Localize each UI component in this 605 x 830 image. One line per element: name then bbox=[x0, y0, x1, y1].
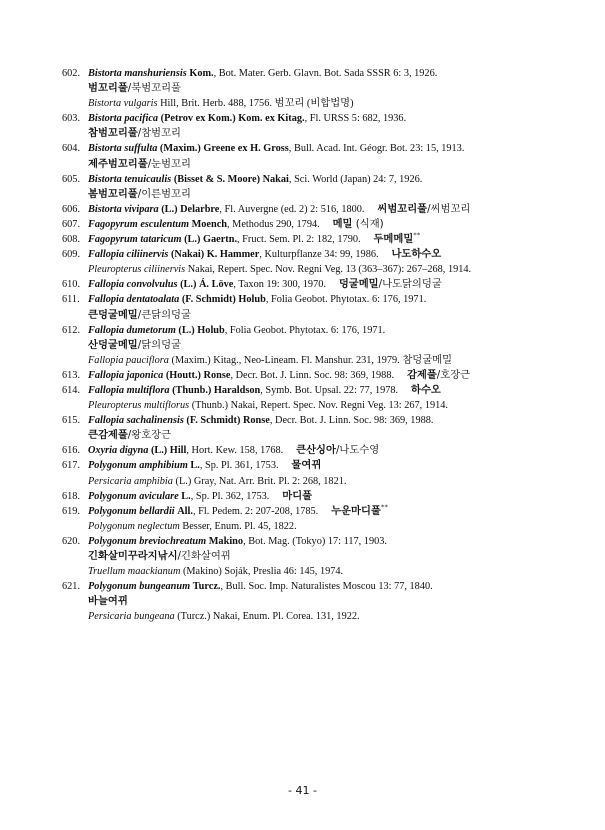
korean-alt-name: /큰닭의덩굴 bbox=[137, 308, 191, 321]
reference: , Fruct. Sem. Pl. 2: 182, 1790. bbox=[237, 234, 361, 246]
species-entry bbox=[62, 232, 562, 247]
entry-number: 602. bbox=[62, 68, 81, 79]
reference: , Sp. Pl. 361, 1753. bbox=[199, 460, 279, 472]
synonym-name: Persicaria bungeana bbox=[88, 611, 175, 623]
author: (L.) Hill bbox=[150, 445, 187, 457]
korean-name-line bbox=[62, 338, 562, 353]
korean-name: 감제풀 bbox=[406, 368, 437, 381]
entry-number: 618. bbox=[62, 490, 81, 502]
species-entry bbox=[62, 66, 562, 111]
synonym-reference: Nakai, Repert. Spec. Nov. Regni Veg. 13 (363–367): 267–268, 1914. bbox=[185, 264, 472, 276]
korean-name: 긴화살미꾸라지낚시 bbox=[88, 550, 178, 562]
page-number: - 41 - bbox=[288, 784, 317, 797]
korean-alt-name: /호장근 bbox=[436, 368, 471, 381]
species-entry bbox=[62, 277, 562, 292]
korean-alt-name: /닭의덩굴 bbox=[137, 338, 181, 351]
synonym-name: Truellum maackianum bbox=[88, 566, 181, 578]
korean-name-line bbox=[62, 549, 562, 564]
korean-name-line bbox=[62, 187, 562, 202]
scientific-name: Fallopia dentatoalata bbox=[88, 294, 180, 306]
synonym-name: Pleuropterus ciliinervis bbox=[88, 264, 186, 276]
korean-alt-name: /이른범꼬리 bbox=[137, 187, 191, 200]
korean-alt-name: /참범꼬리 bbox=[137, 127, 181, 140]
scientific-name: Fagopyrum esculentum bbox=[88, 218, 189, 230]
synonym-line bbox=[62, 474, 562, 489]
author: (Petrov ex Kom.) Kom. ex Kitag. bbox=[160, 113, 305, 125]
korean-name: 하수오 bbox=[411, 383, 441, 396]
korean-name-line bbox=[62, 157, 562, 172]
scientific-name: Bistorta tenuicaulis bbox=[88, 173, 172, 185]
entry-line bbox=[62, 323, 562, 338]
author: (F. Schmidt) Holub bbox=[181, 294, 266, 306]
species-entry bbox=[62, 579, 562, 624]
reference: , Fl. URSS 5: 682, 1936. bbox=[304, 113, 407, 125]
reference: , Sp. Pl. 362, 1753. bbox=[190, 490, 270, 502]
synonym-reference: Hill, Brit. Herb. 488, 1756. 범꼬리 (비합법명) bbox=[157, 98, 354, 110]
scientific-name: Bistorta suffulta bbox=[88, 143, 158, 155]
species-entry bbox=[62, 504, 562, 534]
scientific-name: Bistorta pacifica bbox=[88, 113, 159, 125]
entry-line bbox=[62, 489, 562, 504]
korean-name: 덩굴메밀 bbox=[338, 278, 379, 291]
author: L. bbox=[181, 490, 191, 502]
author: (L.) Gaertn. bbox=[184, 234, 238, 246]
korean-name: 누운마디풀 bbox=[331, 504, 381, 517]
species-entry bbox=[62, 247, 562, 277]
synonym-name: Bistorta vulgaris bbox=[88, 98, 158, 110]
reference: , Bot. Mag. (Tokyo) 17: 117, 1903. bbox=[243, 535, 387, 547]
korean-name: 참범꼬리풀 bbox=[88, 127, 138, 140]
entry-line bbox=[62, 458, 562, 473]
entry-line bbox=[62, 141, 562, 156]
reference: , Fl. Pedem. 2: 207-208, 1785. bbox=[192, 505, 319, 517]
synonym-reference: (Thunb.) Nakai, Repert. Spec. Nov. Regni Veg. 13: 267, 1914. bbox=[189, 400, 448, 412]
entry-line bbox=[62, 277, 562, 292]
scientific-name: Fallopia japonica bbox=[88, 369, 164, 381]
scientific-name: Fallopia sachalinensis bbox=[88, 415, 184, 427]
korean-name: 나도하수오 bbox=[391, 248, 442, 261]
korean-alt-name: (식재) bbox=[352, 217, 384, 230]
synonym-name: Pleuropterus multiflorus bbox=[88, 400, 190, 412]
synonym-line bbox=[62, 96, 562, 111]
korean-alt-name: /눈범꼬리 bbox=[147, 157, 191, 170]
entry-number: 604. bbox=[62, 143, 81, 155]
species-list bbox=[62, 66, 562, 624]
scientific-name: Fagopyrum tataricum bbox=[88, 234, 182, 246]
synonym-name: Fallopia pauciflora bbox=[88, 354, 169, 366]
author: (Houtt.) Ronse bbox=[165, 369, 231, 381]
scientific-name: Bistorta vivipara bbox=[88, 203, 159, 215]
korean-alt-name: /나도수영 bbox=[335, 444, 380, 457]
reference: , Bull. Soc. Imp. Naturalistes Moscou 13: 77, 1840. bbox=[220, 581, 433, 593]
entry-number: 603. bbox=[62, 113, 81, 125]
entry-number: 621. bbox=[62, 581, 81, 593]
synonym-reference: Besser, Enum. Pl. 45, 1822. bbox=[179, 520, 297, 532]
species-entry bbox=[62, 202, 562, 217]
entry-number: 607. bbox=[62, 218, 81, 230]
scientific-name: Bistorta manshuriensis bbox=[88, 68, 187, 79]
species-entry bbox=[62, 534, 562, 579]
korean-name: 큰덩굴메밀 bbox=[88, 308, 138, 321]
synonym-name: Persicaria amphibia bbox=[88, 475, 173, 487]
reference: , Bot. Mater. Gerb. Glavn. Bot. Sada SSSR 6: 3, 1926. bbox=[213, 68, 438, 79]
entry-number: 605. bbox=[62, 173, 81, 185]
entry-number: 616. bbox=[62, 445, 81, 457]
author: (L.) Á. Löve bbox=[180, 279, 234, 291]
korean-name: 물여뀌 bbox=[291, 459, 322, 472]
synonym-reference: (Maxim.) Kitag., Neo-Lineam. Fl. Manshur. 231, 1979. 참덩굴메밀 bbox=[168, 354, 453, 366]
reference: , Decr. Bot. J. Linn. Soc. 98: 369, 1988. bbox=[269, 415, 434, 427]
species-entry bbox=[62, 292, 562, 322]
entry-line bbox=[62, 504, 562, 519]
scientific-name: Oxyria digyna bbox=[88, 445, 149, 457]
entry-number: 609. bbox=[62, 249, 81, 261]
korean-name-line bbox=[62, 308, 562, 323]
scientific-name: Polygonum breviochreatum bbox=[88, 535, 207, 547]
korean-alt-name: /북범꼬리풀 bbox=[127, 82, 181, 95]
species-entry bbox=[62, 323, 562, 368]
entry-line bbox=[62, 534, 562, 549]
korean-alt-name: /나도닭의덩굴 bbox=[378, 278, 442, 291]
entry-line bbox=[62, 232, 562, 247]
scientific-name: Polygonum bungeanum bbox=[88, 581, 191, 593]
reference: , Methodus 290, 1794. bbox=[227, 218, 320, 230]
synonym-line bbox=[62, 262, 562, 277]
entry-line bbox=[62, 383, 562, 398]
korean-name: 큰산싱아 bbox=[296, 444, 336, 457]
scientific-name: Fallopia multiflora bbox=[88, 384, 170, 396]
korean-name-line bbox=[62, 81, 562, 96]
reference: , Hort. Kew. 158, 1768. bbox=[186, 445, 284, 457]
author: (L.) Holub bbox=[178, 324, 225, 336]
scientific-name: Fallopia convolvulus bbox=[88, 279, 178, 291]
korean-name-line bbox=[62, 126, 562, 141]
korean-name: 마디풀 bbox=[282, 489, 313, 502]
synonym-line bbox=[62, 353, 562, 368]
author: (Thunb.) Haraldson bbox=[172, 384, 261, 396]
entry-number: 615. bbox=[62, 415, 81, 427]
scientific-name: Polygonum bellardii bbox=[88, 505, 175, 517]
entry-number: 608. bbox=[62, 234, 81, 246]
species-entry bbox=[62, 172, 562, 202]
reference: , Folia Geobot. Phytotax. 6: 176, 1971. bbox=[265, 294, 427, 306]
reference: , Decr. Bot. J. Linn. Soc. 98: 369, 1988. bbox=[230, 369, 395, 381]
species-entry bbox=[62, 413, 562, 443]
author: (Bisset & S. Moore) Nakai bbox=[173, 173, 289, 185]
scientific-name: Polygonum aviculare bbox=[88, 490, 179, 502]
species-entry bbox=[62, 368, 562, 383]
synonym-line bbox=[62, 564, 562, 579]
reference: , Kulturpflanze 34: 99, 1986. bbox=[259, 249, 379, 261]
korean-name: 바늘여뀌 bbox=[88, 595, 128, 608]
korean-name: 씨범꼬리풀 bbox=[377, 202, 428, 215]
author: Makino bbox=[208, 535, 244, 547]
author: (Maxim.) Greene ex H. Gross bbox=[159, 143, 289, 155]
author: Kom. bbox=[189, 68, 214, 79]
korean-name: 두메메밀 bbox=[373, 233, 414, 246]
korean-name: 큰감제풀 bbox=[88, 429, 128, 442]
author: (F. Schmidt) Ronse bbox=[186, 415, 270, 427]
korean-alt-name: /왕호장근 bbox=[127, 429, 172, 442]
synonym-line bbox=[62, 609, 562, 624]
entry-line bbox=[62, 217, 562, 232]
synonym-reference: (Makino) Soják, Preslia 46: 145, 1974. bbox=[180, 566, 344, 578]
species-entry bbox=[62, 141, 562, 171]
reference: , Sci. World (Japan) 24: 7, 1926. bbox=[288, 173, 423, 185]
korean-name: 제주범꼬리풀 bbox=[88, 157, 148, 170]
korean-name-line bbox=[62, 594, 562, 609]
entry-line bbox=[62, 579, 562, 594]
scientific-name: Fallopia ciliinervis bbox=[88, 249, 169, 261]
synonym-name: Polygonum neglectum bbox=[88, 520, 180, 532]
entry-line bbox=[62, 202, 562, 217]
entry-line bbox=[62, 292, 562, 307]
entry-number: 610. bbox=[62, 279, 81, 291]
entry-line bbox=[62, 111, 562, 126]
korean-name: 산덩굴메밀 bbox=[88, 338, 138, 351]
species-entry bbox=[62, 111, 562, 141]
species-entry bbox=[62, 383, 562, 413]
korean-name: 범꼬리풀 bbox=[88, 82, 128, 95]
reference: , Folia Geobot. Phytotax. 6: 176, 1971. bbox=[224, 324, 386, 336]
synonym-reference: (L.) Gray, Nat. Arr. Brit. Pl. 2: 268, 1821. bbox=[172, 475, 347, 487]
korean-name-line bbox=[62, 428, 562, 443]
synonym-line bbox=[62, 398, 562, 413]
footnote-mark: ** bbox=[413, 232, 421, 240]
entry-number: 613. bbox=[62, 369, 81, 381]
entry-line bbox=[62, 368, 562, 383]
entry-line bbox=[62, 247, 562, 262]
footnote-mark: ** bbox=[380, 503, 388, 512]
synonym-line bbox=[62, 519, 562, 534]
author: Moench bbox=[191, 218, 228, 230]
entry-number: 619. bbox=[62, 505, 81, 517]
korean-name: 메밀 bbox=[332, 217, 353, 230]
species-entry bbox=[62, 443, 562, 458]
species-entry bbox=[62, 458, 562, 488]
entry-number: 606. bbox=[62, 203, 81, 215]
entry-line bbox=[62, 66, 562, 81]
entry-line bbox=[62, 172, 562, 187]
entry-line bbox=[62, 413, 562, 428]
author: All. bbox=[177, 505, 193, 517]
korean-alt-name: /긴화살여뀌 bbox=[177, 550, 231, 562]
entry-number: 612. bbox=[62, 324, 81, 336]
reference: , Taxon 19: 300, 1970. bbox=[233, 279, 326, 291]
author: Turcz. bbox=[192, 581, 221, 593]
synonym-reference: (Turcz.) Nakai, Enum. Pl. Corea. 131, 1922. bbox=[174, 611, 360, 623]
species-entry bbox=[62, 489, 562, 504]
author: (Nakai) K. Hammer bbox=[170, 249, 260, 261]
author: (L.) Delarbre bbox=[161, 203, 220, 215]
scientific-name: Fallopia dumetorum bbox=[88, 324, 176, 336]
author: L. bbox=[190, 460, 200, 472]
entry-number: 620. bbox=[62, 535, 81, 547]
entry-number: 617. bbox=[62, 460, 81, 472]
korean-alt-name: /씨범꼬리 bbox=[427, 202, 471, 215]
reference: , Bull. Acad. Int. Géogr. Bot. 23: 15, 1913. bbox=[288, 143, 465, 155]
entry-line bbox=[62, 443, 562, 458]
entry-number: 611. bbox=[62, 294, 80, 306]
entry-number: 614. bbox=[62, 384, 81, 396]
reference: , Fl. Auvergne (ed. 2) 2: 516, 1800. bbox=[219, 203, 365, 215]
scientific-name: Polygonum amphibium bbox=[88, 460, 188, 472]
species-entry bbox=[62, 217, 562, 232]
reference: , Symb. Bot. Upsal. 22: 77, 1978. bbox=[260, 384, 399, 396]
korean-name: 봄범꼬리풀 bbox=[88, 187, 138, 200]
